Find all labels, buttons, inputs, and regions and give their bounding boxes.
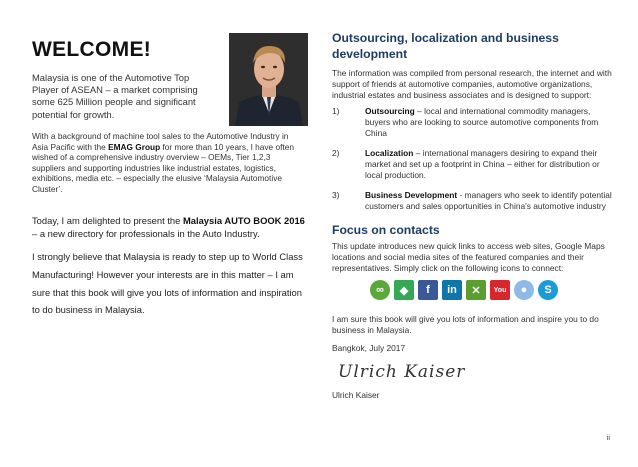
page-number: ii xyxy=(606,435,610,442)
author-name: Ulrich Kaiser xyxy=(332,390,380,400)
linkedin-icon[interactable]: in xyxy=(442,280,462,300)
link-icon[interactable]: ∞ xyxy=(370,280,390,300)
compiled-paragraph: The information was compiled from personal research, the internet and with support of friends at automotive companies, automotive organizations, industrial estates and business associates and is designed to support: xyxy=(332,68,612,100)
list-item: 1) Outsourcing – local and international commodity managers, buyers who are looking to source automotive components from China xyxy=(332,106,599,138)
auto-book-title: Malaysia AUTO BOOK 2016 xyxy=(182,215,305,227)
welcome-title: WELCOME! xyxy=(32,38,152,61)
portrait-image xyxy=(229,33,308,126)
xing-icon[interactable]: ✕ xyxy=(466,280,486,300)
auto-book-paragraph: Today, I am delighted to present the Malaysia AUTO BOOK 2016 – a new directory for professionals in the Auto Industry. xyxy=(32,215,305,240)
focus-heading: Focus on contacts xyxy=(332,223,440,237)
dateline: Bangkok, July 2017 xyxy=(332,343,406,353)
google-maps-icon[interactable]: ◆ xyxy=(394,280,414,300)
closing-paragraph: I am sure this book will give you lots of information and inspire you to do business in Malaysia. xyxy=(332,314,599,335)
support-list xyxy=(332,106,612,212)
background-paragraph: With a background of machine tool sales to the Automotive Industry in Asia Pacific with the EMAG Group for more than 10 years, I have often wished of a comprehensive industry overview – OEMs, Tier 1,2,3 suppliers and supporting industries like industrial estates, logistics, exhibitions, media etc. – especially the elusive ‘Malaysia Automotive Cluster’. xyxy=(32,131,294,194)
outsourcing-heading: Outsourcing, localization and business development xyxy=(332,31,559,61)
world-class-paragraph: I strongly believe that Malaysia is ready to step up to World Class Manufacturing! However your interests are in this matter – I am sure that this book will give you lots of information and inspiration to do business in Malaysia. xyxy=(32,251,303,316)
emag-group-text: EMAG Group xyxy=(108,141,161,152)
list-item: 3) Business Development - managers who seek to identify potential customers and sales opportunities in China's automotive industry xyxy=(332,190,612,211)
list-item-title: Outsourcing xyxy=(365,106,415,116)
social-icons xyxy=(370,280,612,300)
author-portrait xyxy=(229,33,308,126)
chat-icon[interactable]: ● xyxy=(514,280,534,300)
skype-icon[interactable]: S xyxy=(538,280,558,300)
intro-paragraph: Malaysia is one of the Automotive Top Player of ASEAN – a market comprising some 625 Million people and significant potential for growth. xyxy=(32,72,198,120)
facebook-icon[interactable]: f xyxy=(418,280,438,300)
contacts-paragraph: This update introduces new quick links to access web sites, Google Maps locations and social media sites of the featured companies and their representatives. Simply click on the following icons to connect: xyxy=(332,241,605,273)
list-item-title: Business Development xyxy=(365,190,458,200)
list-item: 2) Localization – international managers desiring to expand their market and set up a footprint in China – either for distribution or local production. xyxy=(332,148,600,180)
signature: Ulrich Kaiser xyxy=(338,362,466,382)
youtube-icon[interactable]: You xyxy=(490,280,510,300)
outsourcing-column xyxy=(332,30,612,401)
list-item-title: Localization xyxy=(365,148,414,158)
